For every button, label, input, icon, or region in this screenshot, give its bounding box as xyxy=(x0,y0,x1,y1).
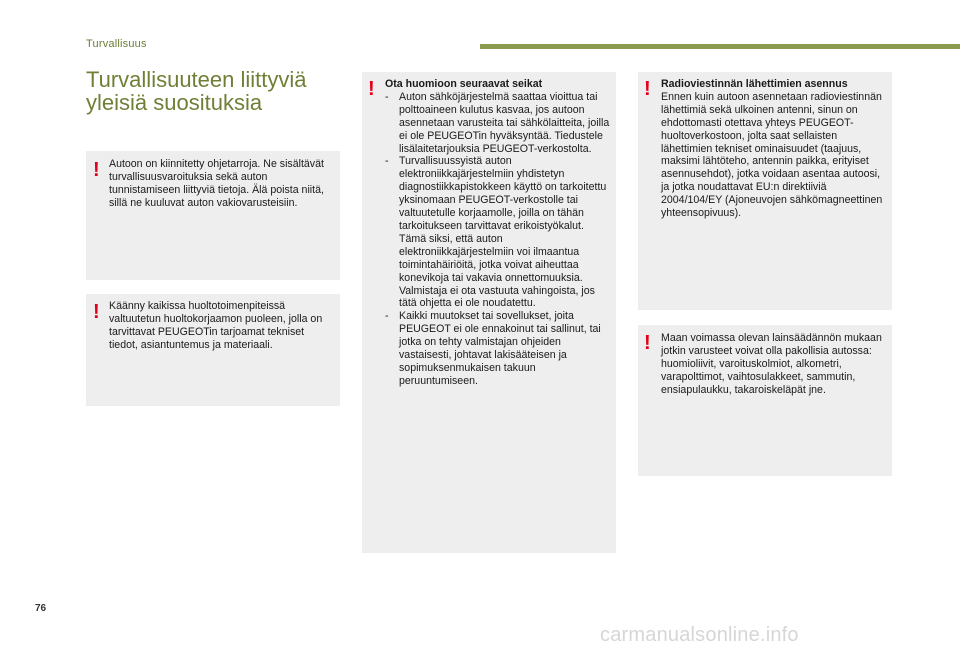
labels-warning-text: Autoon on kiinnitetty ohjetarroja. Ne sisältävät turvallisuusvaroituksia sekä auton tunnistamiseen liittyviä tietoja. Älä poista niitä, sillä ne kuuluvat auton vakiovarusteisiin. xyxy=(109,158,324,209)
warning-icon: ! xyxy=(368,78,375,100)
warning-icon: ! xyxy=(93,301,100,323)
radio-content xyxy=(661,78,889,220)
list-item: - Auton sähköjärjestelmä saattaa vioittua tai polttoaineen kulutus kasvaa, jos autoon asennetaan varusteita tai sähkölaitteita, joilla ei ole PEUGEOTin hyväksyntää. Tiedustele lisälaitetarjouksia PEUGEOT-verkostolta. xyxy=(385,91,613,156)
section-label: Turvallisuus xyxy=(86,38,147,50)
page-number: 76 xyxy=(35,603,47,614)
maintenance-warning-text: Käänny kaikissa huoltotoimenpiteissä valtuutetun huoltokorjaamon puoleen, jolla on tarvittavat PEUGEOTin tarjoamat tekniset tiedot, asiantuntemus ja materiaali. xyxy=(109,300,323,351)
warning-icon: ! xyxy=(644,332,651,354)
warning-icon: ! xyxy=(644,78,651,100)
page-title: Turvallisuuteen liittyviä yleisiä suosituksia xyxy=(86,67,307,115)
note-heading: Ota huomioon seuraavat seikat xyxy=(385,78,543,90)
radio-body: Ennen kuin autoon asennetaan radioviestinnän lähettimiä sekä ulkoinen antenni, sinun on ehdottomasti otettava yhteys PEUGEOT-huoltoverkostoon, jolta saat sellaisten lähettimien tekniset ominaisuudet (taajuus, maksimi lähtöteho, antennin paikka, erityiset asennusehdot), jotka voidaan asentaa autoosi, ja jotka noudattavat EU:n direktiiviä 2004/104/EY (Ajoneuvojen sähkömagneettinen yhteensopivuus). xyxy=(661,90,883,220)
legal-text: Maan voimassa olevan lainsäädännön mukaan jotkin varusteet voivat olla pakollisia autossa: huomioliivit, varoituskolmiot, alkometri, varapolttimot, vaihtosulakkeet, sammutin, ensiapulaukku, takaroiskeläpät jne. xyxy=(661,332,882,396)
list-item: - Turvallisuussyistä auton elektroniikkajärjestelmiin yhdistetyn diagnostiikkapistokkeen käyttö on tarkoitettu yksinomaan PEUGEOT-verkostolle tai valtuutetulle korjaamolle, joilla on tähän tarkoitukseen tarvittavat erikoistyökalut. Tämä siksi, että auton elektroniikkajärjestelmiin voi ilmaantua toimintahäiriöitä, jotka voivat aiheuttaa konevikoja tai vakavia onnettomuuksia. Valmistaja ei ota vastuuta vahingoista, jos tätä ohjetta ei ole noudatettu. xyxy=(385,155,613,310)
list-item: - Kaikki muutokset tai sovellukset, joita PEUGEOT ei ole ennakoinut tai sallinut, tai jotka on tehty valmistajan ohjeiden vastaisesti, johtavat lakisääteisen ja sopimuksenmukaisen takuun peruuntumiseen. xyxy=(385,310,613,387)
note-content xyxy=(385,78,613,388)
watermark: carmanualsonline.info xyxy=(600,624,799,646)
note-list xyxy=(385,91,613,388)
radio-heading: Radioviestinnän lähettimien asennus xyxy=(661,78,848,90)
header-rule xyxy=(480,44,960,49)
warning-icon: ! xyxy=(93,159,100,181)
